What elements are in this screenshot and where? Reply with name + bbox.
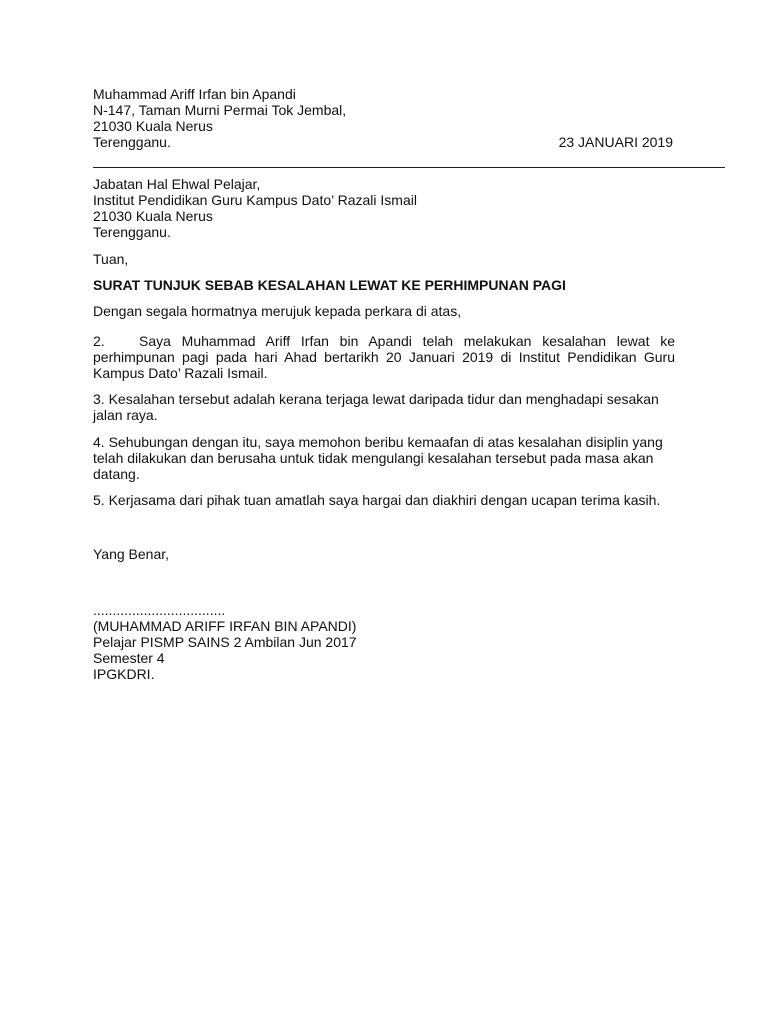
- signature-line: Semester 4: [93, 650, 165, 666]
- recipient-address: [93, 176, 675, 240]
- recipient-line: 21030 Kuala Nerus: [93, 208, 213, 224]
- signature-dots: ..................................: [93, 602, 226, 618]
- sender-address-line: N-147, Taman Murni Permai Tok Jembal,: [93, 102, 347, 118]
- opening-line: Dengan segala hormatnya merujuk kepada perkara di atas,: [93, 303, 462, 319]
- recipient-line: Jabatan Hal Ehwal Pelajar,: [93, 176, 261, 192]
- divider-line: [93, 167, 725, 168]
- paragraph-text: Saya Muhammad Ariff Irfan bin Apandi telah melakukan kesalahan lewat ke perhimpunan pagi pada hari Ahad bertarikh 20 Januari 2019 di Institut Pendidikan Guru Kampus Dato’ Razali Ismail.: [93, 333, 675, 381]
- paragraph-number: 2.: [93, 333, 105, 349]
- sender-name: Muhammad Ariff Irfan bin Apandi: [93, 86, 296, 102]
- sender-address-line: 21030 Kuala Nerus: [93, 118, 213, 134]
- recipient-line: Terengganu.: [93, 224, 171, 240]
- closing: Yang Benar,: [93, 546, 170, 562]
- signature-name: (MUHAMMAD ARIFF IRFAN BIN APANDI): [93, 618, 357, 634]
- paragraph-3: 3. Kesalahan tersebut adalah kerana terjaga lewat daripada tidur dan menghadapi sesakan jalan raya.: [93, 391, 659, 423]
- letter-date: 23 JANUARI 2019: [558, 134, 673, 150]
- signature-line: IPGKDRI.: [93, 666, 155, 682]
- paragraph-5: 5. Kerjasama dari pihak tuan amatlah saya hargai dan diakhiri dengan ucapan terima kasih.: [93, 492, 661, 508]
- salutation: Tuan,: [93, 251, 129, 267]
- signature-block: [93, 602, 675, 682]
- paragraph-4: 4. Sehubungan dengan itu, saya memohon beribu kemaafan di atas kesalahan disiplin yang telah dilakukan dan berusaha untuk tidak mengulangi kesalahan tersebut pada masa akan datang.: [93, 434, 663, 482]
- signature-line: Pelajar PISMP SAINS 2 Ambilan Jun 2017: [93, 634, 357, 650]
- letter-subject: SURAT TUNJUK SEBAB KESALAHAN LEWAT KE PERHIMPUNAN PAGI: [93, 277, 566, 293]
- paragraph-2: [93, 333, 675, 381]
- recipient-line: Institut Pendidikan Guru Kampus Dato’ Razali Ismail: [93, 192, 417, 208]
- sender-address-line: Terengganu.: [93, 134, 171, 150]
